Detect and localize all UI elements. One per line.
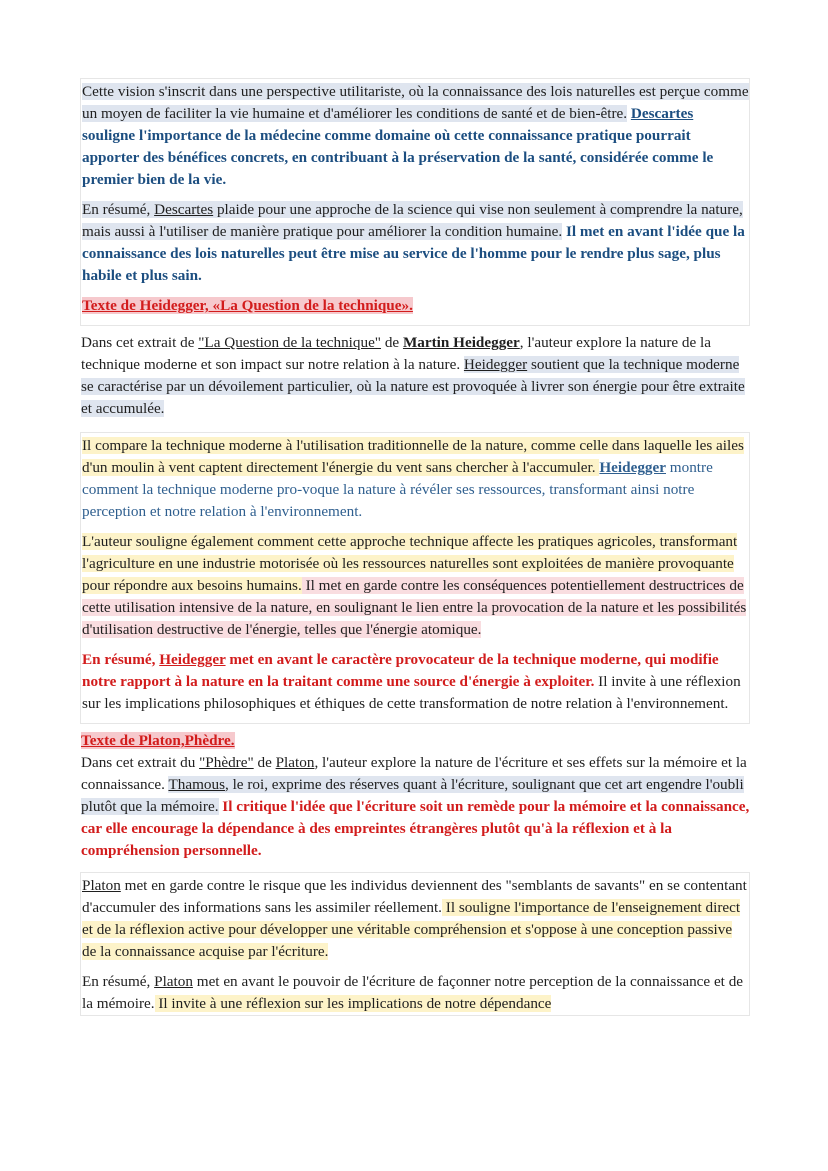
text: Dans cet extrait de bbox=[81, 334, 199, 351]
author-name: Heidegger bbox=[159, 651, 226, 668]
platon-paragraph-1 bbox=[82, 875, 749, 963]
highlighted-text: Il invite à une réflexion sur les implications de notre dépendance bbox=[154, 995, 552, 1012]
text: plaide pour une approche de la science qui vise non seulement à comprendre la nature, mais aussi à l'utiliser de manière pratique pour améliorer la condition humaine. bbox=[82, 201, 743, 240]
heidegger-intro bbox=[80, 332, 750, 420]
author-name: Heidegger bbox=[599, 459, 666, 476]
heidegger-heading bbox=[82, 295, 749, 317]
text: de bbox=[381, 334, 403, 351]
descartes-section bbox=[80, 78, 750, 326]
text: Dans cet extrait du bbox=[81, 754, 200, 771]
author-name: Descartes bbox=[154, 201, 214, 218]
highlighted-text: Cette vision s'inscrit dans une perspective utilitariste, où la connaissance des lois naturelles est perçue comme un moyen de faciliter la vie humaine et d'améliorer les conditions de santé et de bien-être. bbox=[82, 83, 749, 122]
highlighted-text: Il met en garde contre les conséquences potentiellement destructrices de cette utilisation intensive de la nature, en soulignant le lien entre la provocation de la nature et les possibilités d'utilisation destructive de l'énergie, telles que l'énergie atomique. bbox=[82, 577, 747, 638]
work-title: "Phèdre" bbox=[199, 754, 254, 771]
text: met en garde contre le risque que les individus deviennent des "semblants de savants" en se contentant d'accumuler des informations sans les assimiler réellement. bbox=[82, 877, 747, 916]
descartes-summary bbox=[82, 199, 749, 287]
text: , l'auteur explore la nature de la technique moderne et son impact sur notre relation à la nature. bbox=[81, 334, 712, 373]
heidegger-paragraph-1 bbox=[82, 435, 749, 523]
emphasized-text: Il met en avant l'idée que la connaissance des lois naturelles peut être mise au service de l'homme pour le rendre plus sage, plus habile et plus sain. bbox=[82, 223, 745, 284]
highlighted-text: Il compare la technique moderne à l'utilisation traditionnelle de la nature, comme celle dans laquelle les ailes d'un moulin à vent captent directement l'énergie du vent sans chercher à l'accumuler. bbox=[82, 437, 744, 476]
author-name: Martin Heidegger bbox=[402, 334, 520, 351]
emphasized-text: En résumé, bbox=[82, 651, 160, 668]
author-name: Platon bbox=[275, 754, 315, 771]
emphasized-text: Il critique l'idée que l'écriture soit un remède pour la mémoire et la connaissance, car elle encourage la dépendance à des empreintes étrangères plutôt qu'à la réflexion et à la compréhension personnelle. bbox=[81, 798, 750, 859]
heidegger-paragraph-2 bbox=[82, 531, 749, 641]
emphasized-text: met en avant le caractère provocateur de la technique moderne, qui modifie notre rapport à la nature en la traitant comme une source d'énergie à exploiter. bbox=[82, 651, 719, 690]
work-title: "La Question de la technique" bbox=[198, 334, 382, 351]
author-name: Platon bbox=[154, 973, 193, 990]
highlighted-text: Il souligne l'importance de l'enseignement direct et de la réflexion active pour développer une véritable compréhension et s'oppose à une conception passive de la connaissance acquise par l'écriture. bbox=[82, 899, 741, 960]
highlighted-text: L'auteur souligne également comment cette approche technique affecte les pratiques agricoles, transformant l'agriculture en une industrie motorisée où les ressources naturelles sont exploitées de manière provoquante pour répondre aux besoins humains. bbox=[82, 533, 738, 594]
descartes-paragraph-1 bbox=[82, 81, 749, 191]
emphasized-text: souligne l'importance de la médecine comme domaine où cette connaissance pratique pourrait apporter des bénéfices concrets, en contribuant à la préservation de la santé, considérée comme le premier bien de la vie. bbox=[82, 127, 714, 188]
text: En résumé, bbox=[82, 201, 155, 218]
colored-text: montre comment la technique moderne pro-voque la nature à révéler ses ressources, transformant ainsi notre perception et notre relation à l'environnement. bbox=[82, 459, 713, 520]
text: , l'auteur explore la nature de l'écriture et ses effets sur la mémoire et la connaissance. bbox=[81, 754, 747, 793]
document-page bbox=[80, 78, 750, 1016]
author-name: Descartes bbox=[630, 105, 694, 122]
author-name: Platon bbox=[82, 877, 121, 894]
platon-section bbox=[80, 872, 750, 1016]
heidegger-summary bbox=[82, 649, 749, 715]
text: En résumé, bbox=[82, 973, 155, 990]
text: , le roi, exprime des réserves quant à l'écriture, soulignant que cet art engendre l'oubli plutôt que la mémoire. bbox=[81, 776, 744, 815]
text: soutient que la technique moderne se caractérise par un dévoilement particulier, où la nature est provoquée à livrer son énergie pour être extraite et accumulée. bbox=[81, 356, 745, 417]
platon-intro bbox=[80, 752, 750, 862]
text: de bbox=[253, 754, 276, 771]
platon-summary bbox=[82, 971, 749, 1015]
platon-heading-row bbox=[80, 730, 750, 752]
text: met en avant le pouvoir de l'écriture de façonner notre perception de la connaissance et de la mémoire. bbox=[82, 973, 744, 1012]
text: Il invite à une réflexion sur les implications philosophiques et éthiques de cette transformation de notre relation à l'environnement. bbox=[82, 673, 741, 712]
heidegger-section bbox=[80, 432, 750, 724]
section-heading: Texte de Platon,Phèdre. bbox=[81, 732, 235, 749]
character-name: Thamous bbox=[168, 776, 225, 793]
author-name: Heidegger bbox=[463, 356, 528, 373]
section-heading: Texte de Heidegger, «La Question de la technique». bbox=[82, 297, 413, 314]
